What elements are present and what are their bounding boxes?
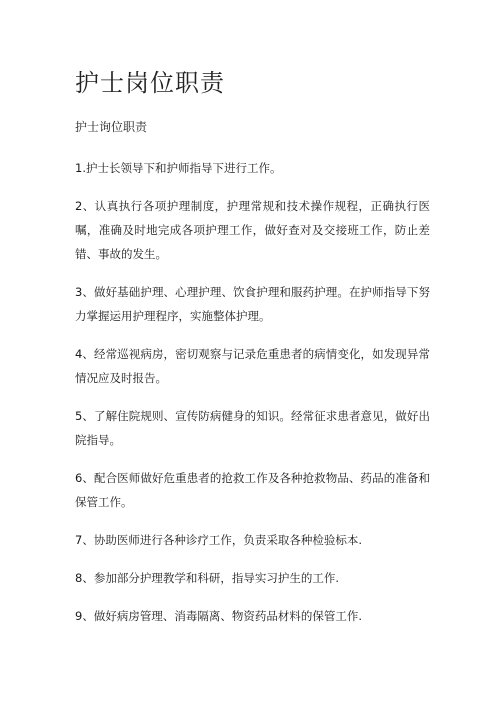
duty-item-9: 9、做好病房管理、消毒隔离、物资药品材料的保管工作. [75, 609, 362, 623]
duty-item-4: 4、经常巡视病房，密切观察与记录危重患者的病情变化，如发现异常情况应及时报告。 [75, 347, 430, 385]
duty-item-3: 3、做好基础护理、心理护理、饮食护理和服药护理。在护师指导下努力掌握运用护理程序，实施整体护理。 [75, 285, 430, 323]
duty-item-7: 7、协助医师进行各种诊疗工作，负责采取各种检验标本. [75, 533, 362, 547]
duty-item-8: 8、参加部分护理教学和科研，指导实习护生的工作. [75, 571, 339, 585]
duty-item-2: 2、认真执行各项护理制度，护理常规和技术操作规程，正确执行医嘱，准确及时地完成各项护理工作，做好查对及交接班工作，防止差错、事故的发生。 [75, 199, 430, 261]
duty-item-6: 6、配合医师做好危重患者的抢救工作及各种抢救物品、药品的准备和保管工作。 [75, 471, 430, 509]
duty-item-5: 5、了解住院规则、宣传防病健身的知识。经常征求患者意见，做好出院指导。 [75, 409, 430, 447]
duty-item-1: 1.护士长领导下和护师指导下进行工作。 [75, 161, 282, 175]
document-title: 护士岗位职责 [75, 69, 225, 97]
document-subtitle: 护士询位职责 [75, 120, 148, 134]
duty-list [75, 156, 440, 628]
